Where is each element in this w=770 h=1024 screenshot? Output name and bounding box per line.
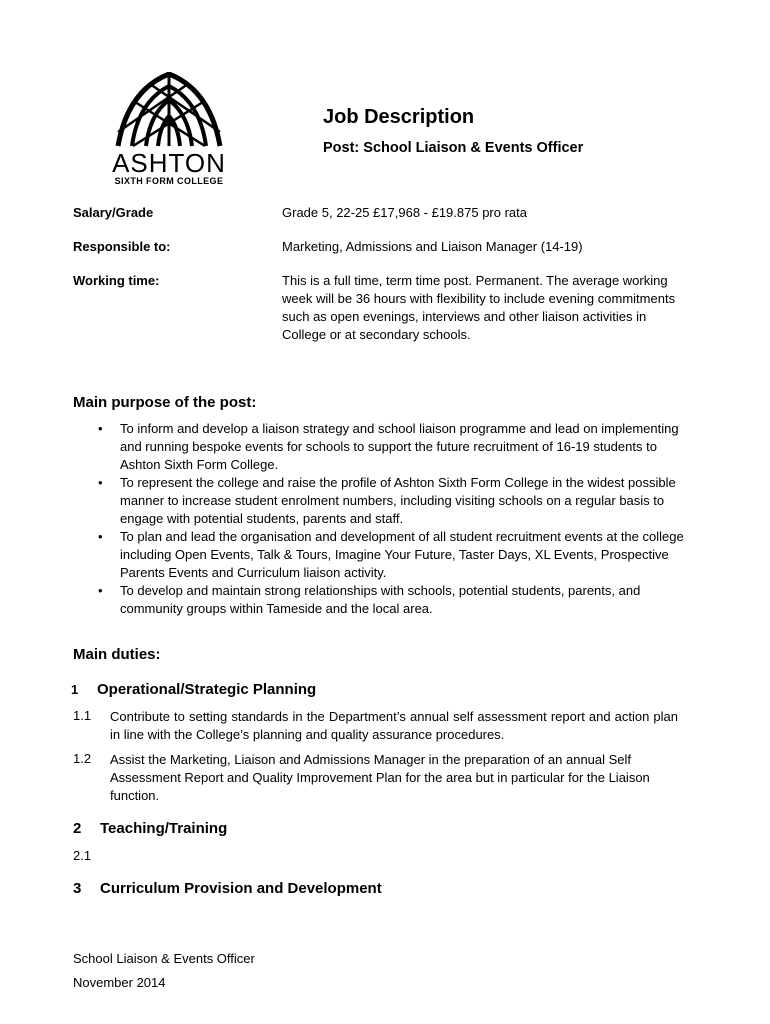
duty-number: 2.1	[73, 848, 92, 863]
responsible-label: Responsible to:	[73, 239, 171, 254]
duty-text: Assist the Marketing, Liaison and Admissions Manager in the preparation of an annual Self Assessment Report and Quality Improvement Plan for the area but in particular for the Liaison function.	[110, 752, 650, 803]
section-3-number: 3	[73, 880, 82, 897]
bullet-icon: •	[98, 583, 103, 598]
responsible-value: Marketing, Admissions and Liaison Manager (14-19)	[282, 239, 583, 254]
bullet-icon: •	[98, 475, 103, 490]
duty-number: 1.1	[73, 708, 92, 723]
college-arch-emblem-icon	[110, 72, 228, 148]
footer-date: November 2014	[73, 975, 166, 990]
purpose-item-text: To represent the college and raise the profile of Ashton Sixth Form College in the widest possible manner to increase student enrolment numbers, including visiting schools on a regular basis to engage with potential students, parents and staff.	[120, 475, 676, 526]
logo-subtitle: SIXTH FORM COLLEGE	[114, 176, 224, 186]
logo-name: ASHTON	[112, 148, 226, 178]
purpose-item-text: To develop and maintain strong relationships with schools, potential students, parents, and community groups within Tameside and the local area.	[120, 583, 641, 616]
section-3-title: Curriculum Provision and Development	[100, 880, 382, 897]
bullet-icon: •	[98, 529, 103, 544]
purpose-item-text: To plan and lead the organisation and development of all student recruitment events at the college including Open Events, Talk & Tours, Imagine Your Future, Taster Days, XL Events, Prospective Parents Events and Curriculum liaison activity.	[120, 529, 684, 580]
purpose-item	[73, 474, 693, 528]
bullet-icon: •	[98, 421, 103, 436]
post-title: Post: School Liaison & Events Officer	[323, 140, 584, 156]
college-logo	[110, 72, 228, 197]
purpose-item	[73, 528, 693, 582]
document-title: Job Description	[323, 106, 475, 128]
salary-value: Grade 5, 22-25 £17,968 - £19.875 pro rata	[282, 205, 528, 220]
purpose-item	[73, 420, 693, 474]
duty-number: 1.2	[73, 751, 92, 766]
working-time-label: Working time:	[73, 273, 160, 288]
footer-title: School Liaison & Events Officer	[73, 951, 255, 966]
working-time-value: This is a full time, term time post. Permanent. The average working week will be 36 hours with flexibility to include evening commitments such as open evenings, interviews and other liaison activities in College or at secondary schools.	[282, 273, 676, 342]
salary-label: Salary/Grade	[73, 205, 154, 220]
duty-text: Contribute to setting standards in the Department’s annual self assessment report and action plan in line with the College’s planning and quality assurance procedures.	[110, 709, 678, 742]
section-1-title: Operational/Strategic Planning	[97, 681, 317, 698]
purpose-item-text: To inform and develop a liaison strategy and school liaison programme and lead on implementing and running bespoke events for schools to support the future recruitment of 16-19 students to Ashton Sixth Form College.	[120, 421, 679, 472]
purpose-item	[73, 582, 693, 618]
section-2-number: 2	[73, 820, 82, 837]
purpose-list	[73, 420, 693, 618]
section-1-number: 1	[71, 682, 79, 697]
section-2-title: Teaching/Training	[100, 820, 228, 837]
purpose-heading: Main purpose of the post:	[73, 394, 257, 411]
duties-heading: Main duties:	[73, 646, 161, 663]
